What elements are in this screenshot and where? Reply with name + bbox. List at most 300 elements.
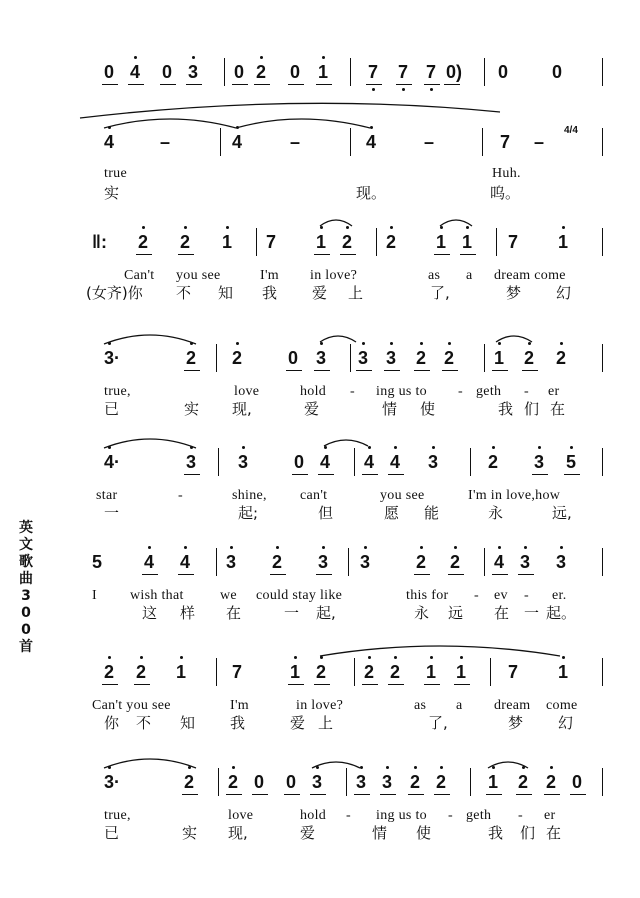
beam-underline bbox=[564, 474, 580, 475]
octave-dot-high bbox=[386, 766, 389, 769]
note: 0 bbox=[572, 772, 583, 792]
beam-underline bbox=[316, 574, 332, 575]
lyric-chinese: 但 bbox=[318, 504, 334, 522]
beam-underline bbox=[314, 370, 330, 371]
note: 7 bbox=[398, 62, 409, 82]
lyric-chinese: 你 bbox=[104, 714, 120, 732]
beam-underline bbox=[354, 794, 370, 795]
lyric-english: Can't you see bbox=[92, 698, 171, 713]
beam-underline bbox=[414, 574, 430, 575]
bar-line bbox=[220, 128, 221, 156]
lyric-english: - bbox=[448, 808, 453, 823]
lyric-english: you see bbox=[176, 268, 221, 283]
note: 3 bbox=[312, 772, 323, 792]
bar-line bbox=[216, 658, 217, 686]
side-label bbox=[14, 520, 38, 656]
lyric-english: this for bbox=[406, 588, 449, 603]
octave-dot-high bbox=[108, 342, 111, 345]
lyric-english: - bbox=[350, 384, 355, 399]
beam-underline bbox=[252, 794, 268, 795]
bar-line bbox=[490, 658, 491, 686]
note: 5 bbox=[566, 452, 577, 472]
lyric-chinese: 现, bbox=[232, 400, 252, 418]
beam-underline bbox=[226, 794, 242, 795]
bar-line bbox=[484, 58, 485, 86]
bar-line bbox=[346, 768, 347, 796]
beam-underline bbox=[134, 684, 150, 685]
note: 3 bbox=[188, 62, 199, 82]
octave-dot-high bbox=[562, 226, 565, 229]
octave-dot-high bbox=[420, 342, 423, 345]
lyric-chinese: 们 bbox=[524, 400, 540, 418]
note: 3 bbox=[556, 552, 567, 572]
note: 1 bbox=[456, 662, 467, 682]
octave-dot-high bbox=[276, 546, 279, 549]
bar-line bbox=[218, 768, 219, 796]
note: 1 bbox=[426, 662, 437, 682]
side-label-char: 首 bbox=[19, 639, 33, 655]
octave-dot-high bbox=[322, 56, 325, 59]
octave-dot-high bbox=[108, 446, 111, 449]
note: 1 bbox=[176, 662, 187, 682]
beam-underline bbox=[544, 794, 560, 795]
octave-dot-high bbox=[184, 226, 187, 229]
lyric-english: true bbox=[104, 166, 127, 181]
note: 7 bbox=[426, 62, 437, 82]
bar-line bbox=[256, 228, 257, 256]
bar-line bbox=[354, 658, 355, 686]
beam-underline bbox=[314, 254, 330, 255]
octave-dot-high bbox=[550, 766, 553, 769]
lyric-english: geth bbox=[466, 808, 492, 823]
octave-dot-high bbox=[430, 656, 433, 659]
octave-dot-high bbox=[562, 656, 565, 659]
note: 0 bbox=[104, 62, 115, 82]
octave-dot-high bbox=[432, 446, 435, 449]
lyric-english: a bbox=[456, 698, 463, 713]
note: 2 bbox=[524, 348, 535, 368]
octave-dot-high bbox=[148, 546, 151, 549]
lyric-chinese: 远 bbox=[448, 604, 464, 622]
lyric-english: in love? bbox=[310, 268, 358, 283]
octave-dot-high bbox=[362, 342, 365, 345]
note: 1 bbox=[494, 348, 505, 368]
note: 1 bbox=[462, 232, 473, 252]
beam-underline bbox=[522, 370, 538, 371]
lyric-english: could stay like bbox=[256, 588, 343, 603]
octave-dot-high bbox=[360, 766, 363, 769]
lyric-chinese: 能 bbox=[424, 504, 440, 522]
beam-underline bbox=[184, 370, 200, 371]
octave-dot-high bbox=[232, 766, 235, 769]
beam-underline bbox=[232, 84, 248, 85]
lyric-chinese: 一 bbox=[524, 604, 540, 622]
octave-dot-high bbox=[140, 656, 143, 659]
lyric-english: I'm bbox=[230, 698, 249, 713]
beam-underline bbox=[486, 794, 502, 795]
note: 0 bbox=[294, 452, 305, 472]
beam-underline bbox=[532, 474, 548, 475]
lyric-chinese: 上 bbox=[318, 714, 334, 732]
note: – bbox=[160, 132, 171, 152]
bar-line bbox=[602, 768, 603, 796]
note: 2 bbox=[272, 552, 283, 572]
note: 4 bbox=[364, 452, 375, 472]
note: 7 bbox=[368, 62, 379, 82]
note: 4 bbox=[144, 552, 155, 572]
octave-dot-high bbox=[390, 226, 393, 229]
octave-dot-high bbox=[180, 656, 183, 659]
octave-dot-high bbox=[316, 766, 319, 769]
beam-underline bbox=[160, 84, 176, 85]
beam-underline bbox=[518, 574, 534, 575]
lyric-english: can't bbox=[300, 488, 328, 503]
lyric-chinese: 已 bbox=[104, 400, 120, 418]
octave-dot-high bbox=[538, 446, 541, 449]
note: 2 bbox=[546, 772, 557, 792]
octave-dot-high bbox=[188, 766, 191, 769]
bar-line bbox=[602, 448, 603, 476]
note: 7 bbox=[508, 662, 519, 682]
octave-dot-high bbox=[466, 226, 469, 229]
lyric-english: Can't bbox=[124, 268, 155, 283]
note: 1 bbox=[222, 232, 233, 252]
octave-dot-high bbox=[142, 226, 145, 229]
octave-dot-high bbox=[108, 126, 111, 129]
lyric-chinese: 知 bbox=[218, 284, 234, 302]
note: – bbox=[424, 132, 435, 152]
lyric-english: a bbox=[466, 268, 473, 283]
lyric-chinese: 实 bbox=[182, 824, 198, 842]
beam-underline bbox=[288, 84, 304, 85]
lyric-english: hold bbox=[300, 808, 327, 823]
note: 2 bbox=[180, 232, 191, 252]
beam-underline bbox=[254, 84, 270, 85]
lyric-chinese: 呜。 bbox=[490, 184, 521, 202]
lyric-chinese: 永 bbox=[488, 504, 504, 522]
beam-underline bbox=[516, 794, 532, 795]
lyric-chinese: 幻 bbox=[558, 714, 574, 732]
note: 2 bbox=[386, 232, 397, 252]
note: 2 bbox=[228, 772, 239, 792]
lyric-chinese: 爱 bbox=[312, 284, 328, 302]
note: 0 bbox=[290, 62, 301, 82]
lyric-english: - bbox=[346, 808, 351, 823]
octave-dot-high bbox=[192, 56, 195, 59]
note: 2 bbox=[136, 662, 147, 682]
lyric-chinese: 了, bbox=[430, 284, 450, 302]
bar-line bbox=[602, 58, 603, 86]
beam-underline bbox=[184, 474, 200, 475]
octave-dot-high bbox=[570, 446, 573, 449]
note: 2 bbox=[416, 348, 427, 368]
octave-dot-high bbox=[498, 546, 501, 549]
bar-line bbox=[376, 228, 377, 256]
note: 0 bbox=[234, 62, 245, 82]
note: 2 bbox=[104, 662, 115, 682]
beam-underline bbox=[388, 474, 404, 475]
note: 2 bbox=[444, 348, 455, 368]
note: 2 bbox=[450, 552, 461, 572]
octave-dot-high bbox=[498, 342, 501, 345]
octave-dot-high bbox=[364, 546, 367, 549]
octave-dot-low bbox=[430, 88, 433, 91]
note: 0) bbox=[446, 62, 463, 82]
beam-underline bbox=[380, 794, 396, 795]
bar-line bbox=[354, 448, 355, 476]
lyric-chinese: 了, bbox=[428, 714, 448, 732]
lyric-chinese: 起, bbox=[316, 604, 336, 622]
octave-dot-high bbox=[522, 766, 525, 769]
lyric-chinese: 梦 bbox=[508, 714, 524, 732]
note: 2 bbox=[232, 348, 243, 368]
note: 4 bbox=[180, 552, 191, 572]
note: 3 bbox=[356, 772, 367, 792]
octave-dot-high bbox=[368, 446, 371, 449]
octave-dot-high bbox=[108, 766, 111, 769]
lyric-chinese: 幻 bbox=[556, 284, 572, 302]
lyric-chinese: 远, bbox=[552, 504, 572, 522]
lyric-english: love bbox=[234, 384, 260, 399]
note: 2 bbox=[436, 772, 447, 792]
note: 0 bbox=[254, 772, 265, 792]
beam-underline bbox=[492, 370, 508, 371]
lyric-chinese: 在 bbox=[546, 824, 562, 842]
lyric-english: - bbox=[474, 588, 479, 603]
lyric-english: er bbox=[544, 808, 556, 823]
note: 3 bbox=[360, 552, 371, 572]
bar-line bbox=[216, 344, 217, 372]
octave-dot-high bbox=[492, 766, 495, 769]
octave-dot-high bbox=[236, 126, 239, 129]
lyric-english: - bbox=[524, 384, 529, 399]
lyric-chinese: 愿 bbox=[384, 504, 400, 522]
note: 3 bbox=[428, 452, 439, 472]
beam-underline bbox=[384, 370, 400, 371]
note: 7 bbox=[266, 232, 277, 252]
beam-underline bbox=[424, 684, 440, 685]
lyric-english: shine, bbox=[232, 488, 267, 503]
lyric-chinese: 起。 bbox=[546, 604, 577, 622]
note: 0 bbox=[286, 772, 297, 792]
beam-underline bbox=[362, 684, 378, 685]
lyric-english: er. bbox=[552, 588, 567, 603]
octave-dot-high bbox=[560, 546, 563, 549]
note: 2 bbox=[316, 662, 327, 682]
lyric-english: ing us to bbox=[376, 808, 427, 823]
lyric-chinese: 我 bbox=[230, 714, 246, 732]
lyric-chinese: 我 bbox=[488, 824, 504, 842]
beam-underline bbox=[142, 574, 158, 575]
lyric-english: er bbox=[548, 384, 560, 399]
bar-line bbox=[350, 128, 351, 156]
beam-underline bbox=[570, 794, 586, 795]
beam-underline bbox=[102, 684, 118, 685]
lyric-chinese: 梦 bbox=[506, 284, 522, 302]
octave-dot-high bbox=[390, 342, 393, 345]
note: 0 bbox=[162, 62, 173, 82]
beam-underline bbox=[136, 254, 152, 255]
octave-dot-high bbox=[226, 226, 229, 229]
lyric-english: I'm in love,how bbox=[468, 488, 561, 503]
lyric-chinese: 永 bbox=[414, 604, 430, 622]
beam-underline bbox=[362, 474, 378, 475]
note: 4 bbox=[232, 132, 243, 152]
lyric-chinese: 一 bbox=[104, 504, 120, 522]
lyric-english: - bbox=[524, 588, 529, 603]
beam-underline bbox=[448, 574, 464, 575]
lyric-chinese: 知 bbox=[180, 714, 196, 732]
lyric-chinese: 们 bbox=[520, 824, 536, 842]
note: 1 bbox=[290, 662, 301, 682]
note: 2 bbox=[184, 772, 195, 792]
note: 3 bbox=[186, 452, 197, 472]
beam-underline bbox=[460, 254, 476, 255]
bar-line bbox=[602, 344, 603, 372]
note: 3 bbox=[534, 452, 545, 472]
bar-line bbox=[484, 344, 485, 372]
beam-underline bbox=[434, 254, 450, 255]
lyric-english: we bbox=[220, 588, 237, 603]
octave-dot-high bbox=[524, 546, 527, 549]
note: 5 bbox=[92, 552, 103, 572]
octave-dot-high bbox=[560, 342, 563, 345]
octave-dot-high bbox=[420, 546, 423, 549]
beam-underline bbox=[186, 84, 202, 85]
beam-underline bbox=[388, 684, 404, 685]
bar-line bbox=[350, 58, 351, 86]
beam-underline bbox=[356, 370, 372, 371]
note: 1 bbox=[436, 232, 447, 252]
note: 4 bbox=[130, 62, 141, 82]
beam-underline bbox=[284, 794, 300, 795]
lyric-chinese: 起; bbox=[238, 504, 259, 522]
octave-dot-high bbox=[108, 656, 111, 659]
note: 4 bbox=[366, 132, 377, 152]
lyric-chinese: 在 bbox=[494, 604, 510, 622]
beam-underline bbox=[128, 84, 144, 85]
octave-dot-low bbox=[372, 88, 375, 91]
lyric-english: in love? bbox=[296, 698, 344, 713]
lyric-english: true, bbox=[104, 384, 131, 399]
lyric-chinese: 实 bbox=[104, 184, 120, 202]
lyric-chinese: 已 bbox=[104, 824, 120, 842]
note: 3 bbox=[316, 348, 327, 368]
lyric-chinese: 爱 bbox=[300, 824, 316, 842]
octave-dot-high bbox=[324, 446, 327, 449]
note: 1 bbox=[318, 62, 329, 82]
note: 1 bbox=[488, 772, 499, 792]
beam-underline bbox=[414, 370, 430, 371]
octave-dot-high bbox=[320, 226, 323, 229]
lyric-chinese: 这 bbox=[142, 604, 158, 622]
octave-dot-high bbox=[448, 342, 451, 345]
octave-dot-high bbox=[346, 226, 349, 229]
lyric-chinese: 爱 bbox=[290, 714, 306, 732]
side-label-char: 0 bbox=[21, 605, 31, 621]
note: 2 bbox=[488, 452, 499, 472]
beam-underline bbox=[408, 794, 424, 795]
note: 4· bbox=[104, 452, 121, 472]
note: 3 bbox=[318, 552, 329, 572]
beam-underline bbox=[178, 574, 194, 575]
note: 1 bbox=[558, 232, 569, 252]
side-label-char: 曲 bbox=[19, 571, 33, 587]
note: 2 bbox=[416, 552, 427, 572]
note: 3 bbox=[382, 772, 393, 792]
lyric-english: love bbox=[228, 808, 254, 823]
lyric-english: star bbox=[96, 488, 118, 503]
beam-underline bbox=[292, 474, 308, 475]
lyric-english: come bbox=[546, 698, 578, 713]
lyric-english: dream bbox=[494, 698, 531, 713]
lyric-english: - bbox=[458, 384, 463, 399]
lyric-english: dream come bbox=[494, 268, 566, 283]
bar-line bbox=[218, 448, 219, 476]
lyric-chinese: 使 bbox=[420, 400, 436, 418]
note: 2 bbox=[364, 662, 375, 682]
note: 4 bbox=[390, 452, 401, 472]
lyric-english: ev bbox=[494, 588, 508, 603]
lyric-chinese: 我 bbox=[262, 284, 278, 302]
note: 1 bbox=[316, 232, 327, 252]
lyric-english: true, bbox=[104, 808, 131, 823]
octave-dot-high bbox=[236, 342, 239, 345]
note: 3 bbox=[386, 348, 397, 368]
lyric-chinese: 上 bbox=[348, 284, 364, 302]
bar-line bbox=[602, 228, 603, 256]
lyric-chinese: 一 bbox=[284, 604, 300, 622]
beam-underline bbox=[314, 684, 330, 685]
side-label-char: 0 bbox=[21, 622, 31, 638]
lyric-chinese: 实 bbox=[184, 400, 200, 418]
beam-underline bbox=[310, 794, 326, 795]
lyric-chinese: 在 bbox=[550, 400, 566, 418]
lyric-chinese: 现, bbox=[228, 824, 248, 842]
note: 3· bbox=[104, 348, 121, 368]
beam-underline bbox=[270, 574, 286, 575]
lyric-chinese: (女齐)你 bbox=[86, 284, 143, 302]
octave-dot-high bbox=[460, 656, 463, 659]
octave-dot-high bbox=[260, 56, 263, 59]
lyric-english: you see bbox=[380, 488, 425, 503]
octave-dot-high bbox=[190, 446, 193, 449]
note: 2 bbox=[138, 232, 149, 252]
octave-dot-high bbox=[454, 546, 457, 549]
beam-underline bbox=[454, 684, 470, 685]
beam-underline bbox=[288, 684, 304, 685]
beam-underline bbox=[316, 84, 332, 85]
octave-dot-high bbox=[320, 656, 323, 659]
lyric-english: - bbox=[518, 808, 523, 823]
note: 7 bbox=[232, 662, 243, 682]
note: 2 bbox=[410, 772, 421, 792]
note: 3 bbox=[226, 552, 237, 572]
lyric-chinese: 情 bbox=[372, 824, 388, 842]
beam-underline bbox=[318, 474, 334, 475]
side-label-char: 歌 bbox=[19, 554, 33, 570]
octave-dot-high bbox=[294, 656, 297, 659]
bar-line bbox=[470, 448, 471, 476]
octave-dot-high bbox=[230, 546, 233, 549]
beam-underline bbox=[442, 370, 458, 371]
note: 2 bbox=[390, 662, 401, 682]
note: 0 bbox=[498, 62, 509, 82]
note: 4/4 bbox=[564, 125, 578, 136]
bar-line bbox=[224, 58, 225, 86]
lyric-chinese: 样 bbox=[180, 604, 196, 622]
octave-dot-high bbox=[414, 766, 417, 769]
